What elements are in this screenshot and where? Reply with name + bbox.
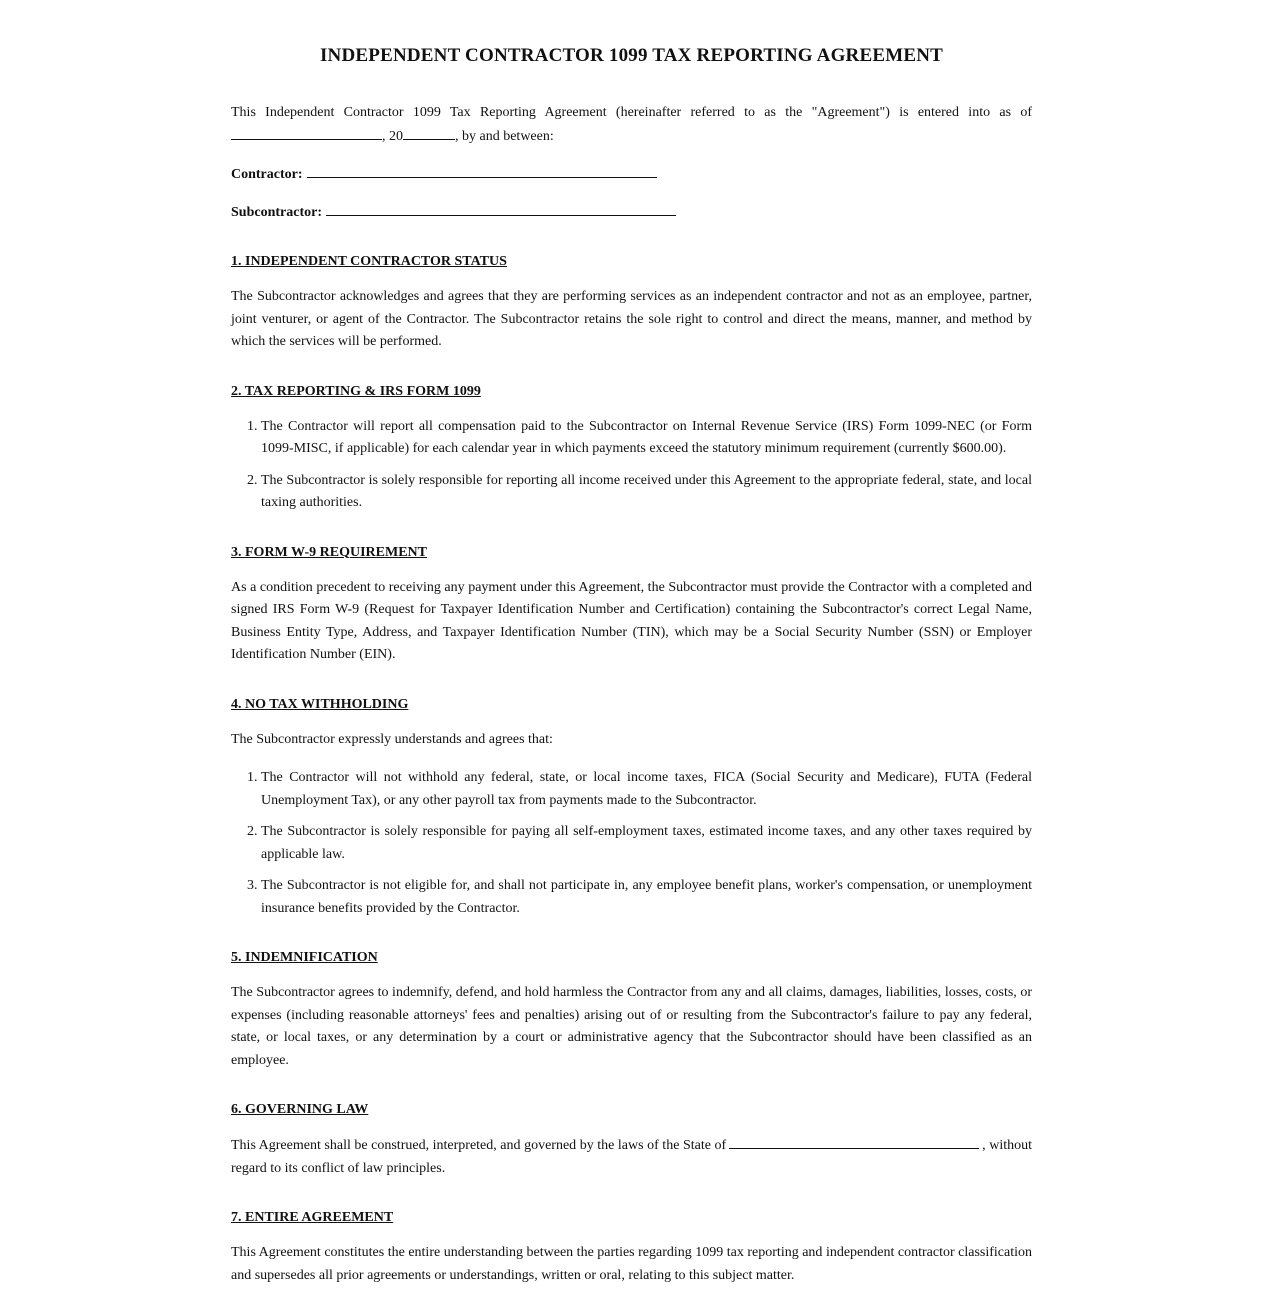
- list-item: 1. The Contractor will report all compensation paid to the Subcontractor on Internal Revenue Service (IRS) Form 1099-NEC (or Form 1099-MISC, if applicable) for each calendar year in which payments exceed the statutory minimum requirement (currently $600.00).: [261, 416, 1032, 461]
- no-withholding-list: [231, 767, 1032, 920]
- agreement-document: [231, 0, 1032, 1287]
- section-heading-governing-law: 6. GOVERNING LAW: [231, 1102, 369, 1117]
- contractor-name-blank-field[interactable]: [307, 163, 657, 178]
- subcontractor-label: Subcontractor:: [231, 204, 322, 220]
- intro-paragraph: [231, 102, 1032, 148]
- date-blank-field[interactable]: [231, 125, 382, 140]
- section-body-governing-law: [231, 1134, 1032, 1180]
- contractor-label: Contractor:: [231, 167, 303, 182]
- list-item: 1. The Contractor will not withhold any federal, state, or local income taxes, FICA (Social Security and Medicare), FUTA (Federal Unemployment Tax), or any other payroll tax from payments made to the Subcontractor.: [261, 767, 1032, 812]
- section-body-w9: As a condition precedent to receiving any payment under this Agreement, the Subcontractor must provide the Contractor with a completed and signed IRS Form W-9 (Request for Taxpayer Identification Number and Certification) containing the Subcontractor's correct Legal Name, Business Entity Type, Address, and Taxpayer Identification Number (TIN), which may be a Social Security Number (SSN) or Employer Identification Number (EIN).: [231, 579, 1032, 662]
- governing-law-text-end: , without regard to its conflict of law principles.: [231, 1138, 1032, 1176]
- section-body-contractor-status: The Subcontractor acknowledges and agrees that they are performing services as an independent contractor and not as an employee, partner, joint venturer, or agent of the Contractor. The Subcontractor retains the sole right to control and direct the means, manner, and method by which the services will be performed.: [231, 289, 1032, 349]
- section-heading-indemnification: 5. INDEMNIFICATION: [231, 950, 378, 965]
- intro-year-prefix: , 20: [382, 128, 403, 144]
- section-body-no-withholding: The Subcontractor expressly understands and agrees that:: [231, 731, 553, 747]
- section-heading-tax-reporting: 2. TAX REPORTING & IRS FORM 1099: [231, 383, 481, 399]
- section-heading-entire-agreement: 7. ENTIRE AGREEMENT: [231, 1210, 394, 1225]
- tax-reporting-list: [231, 416, 1032, 515]
- list-item: 2. The Subcontractor is solely responsible for paying all self-employment taxes, estimated income taxes, and any other taxes required by applicable law.: [261, 821, 1032, 866]
- section-body-entire-agreement: This Agreement constitutes the entire understanding between the parties regarding 1099 tax reporting and independent contractor classification and supersedes all prior agreements or understandings, written or oral, relating to this subject matter.: [231, 1245, 1032, 1283]
- intro-text: This Independent Contractor 1099 Tax Reporting Agreement (hereinafter referred to as the "Agreement") is entered into as of: [231, 105, 1032, 120]
- section-heading-w9: 3. FORM W-9 REQUIREMENT: [231, 544, 427, 560]
- state-blank-field[interactable]: [729, 1134, 979, 1149]
- governing-law-text: This Agreement shall be construed, interpreted, and governed by the laws of the State of: [231, 1138, 727, 1153]
- intro-between-text: , by and between:: [455, 128, 554, 144]
- list-item: 3. The Subcontractor is not eligible for, and shall not participate in, any employee benefit plans, worker's compensation, or unemployment insurance benefits provided by the Contractor.: [261, 875, 1032, 920]
- year-blank-field[interactable]: [403, 125, 455, 140]
- section-heading-no-withholding: 4. NO TAX WITHHOLDING: [231, 696, 409, 712]
- list-item: 2. The Subcontractor is solely responsible for reporting all income received under this Agreement to the appropriate federal, state, and local taxing authorities.: [261, 470, 1032, 515]
- subcontractor-name-blank-field[interactable]: [326, 201, 676, 216]
- document-title: INDEPENDENT CONTRACTOR 1099 TAX REPORTING AGREEMENT: [319, 45, 944, 66]
- subcontractor-line: [231, 201, 1032, 225]
- contractor-line: [231, 163, 1032, 187]
- section-body-indemnification: The Subcontractor agrees to indemnify, defend, and hold harmless the Contractor from any and all claims, damages, liabilities, losses, costs, or expenses (including reasonable attorneys' fees and penalties) arising out of or resulting from the Subcontractor's failure to pay any federal, state, or local taxes, or any determination by a court or administrative agency that the Subcontractor should have been classified as an employee.: [231, 985, 1032, 1068]
- section-heading-contractor-status: 1. INDEPENDENT CONTRACTOR STATUS: [231, 254, 507, 269]
